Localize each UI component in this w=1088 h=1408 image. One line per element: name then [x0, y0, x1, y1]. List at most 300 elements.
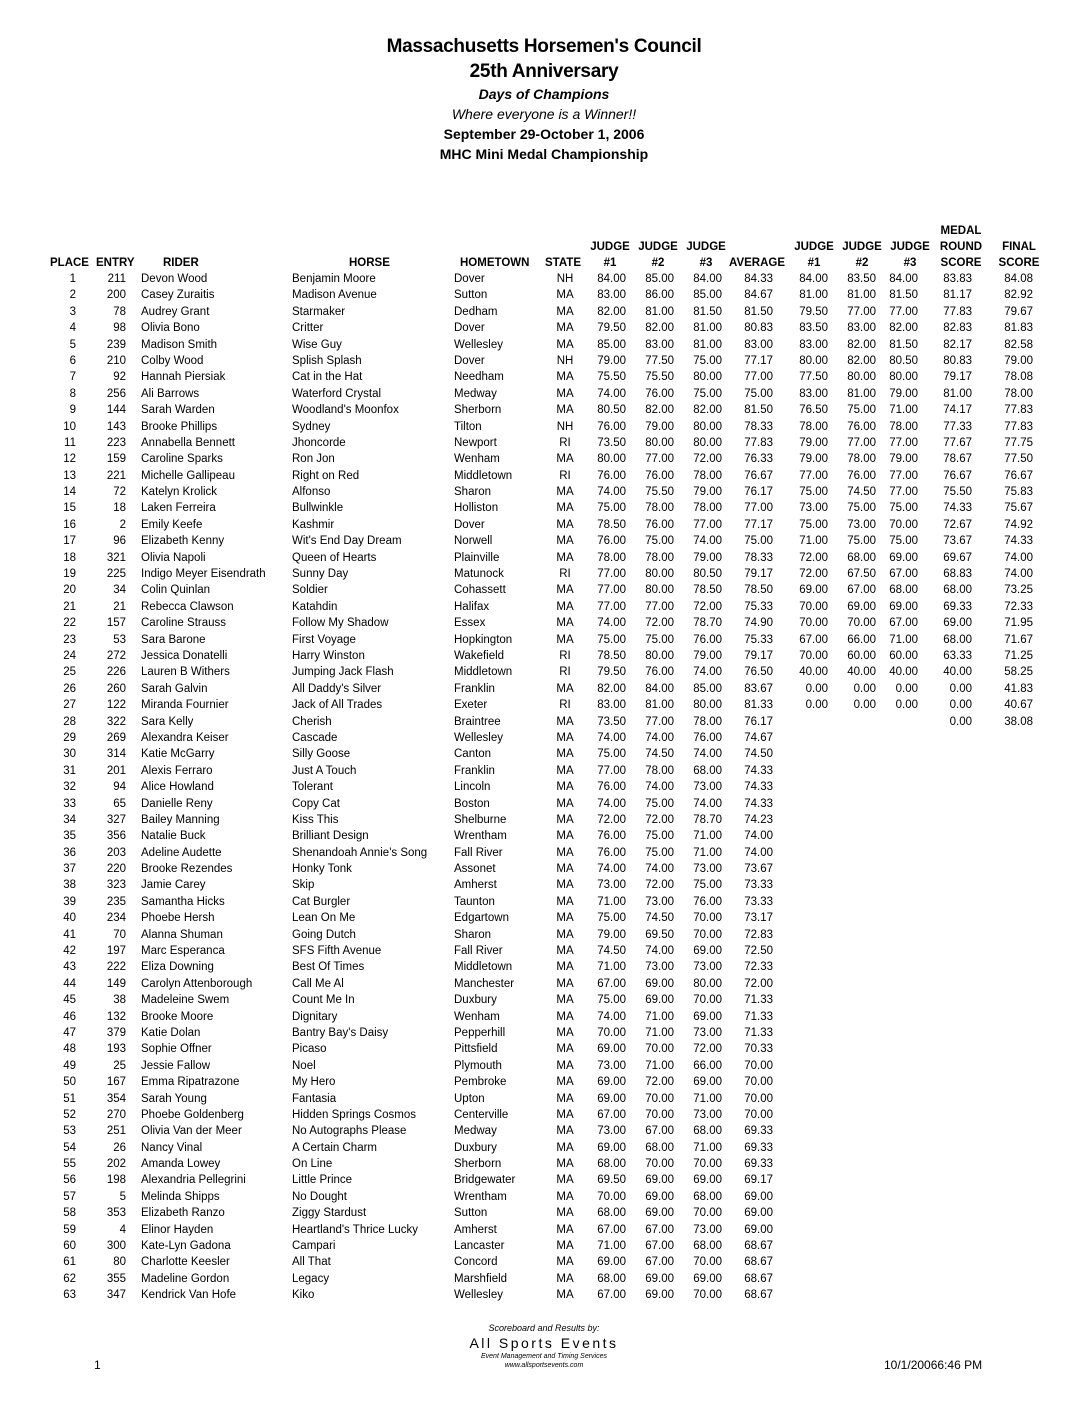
cell-medal-round-score: 77.33	[943, 420, 972, 433]
cell-judge1: 74.00	[597, 1010, 626, 1023]
cell-entry: 200	[106, 289, 126, 302]
cell-final-score: 78.08	[1004, 371, 1033, 384]
cell-judge1: 71.00	[597, 1240, 626, 1253]
cell-round-judge3: 69.00	[889, 600, 918, 613]
cell-state: MA	[556, 715, 574, 728]
table-row	[0, 1058, 1088, 1074]
cell-average: 68.67	[744, 1289, 773, 1302]
cell-final-score: 75.83	[1004, 486, 1033, 499]
cell-round-judge1: 70.00	[799, 600, 828, 613]
cell-final-score: 77.75	[1004, 436, 1033, 449]
cell-judge3: 80.00	[693, 371, 722, 384]
cell-horse: Right on Red	[292, 469, 360, 482]
cell-medal-round-score: 73.67	[943, 535, 972, 548]
cell-judge3: 75.00	[693, 387, 722, 400]
cell-rider: Katelyn Krolick	[141, 486, 218, 499]
cell-rider: Audrey Grant	[141, 305, 210, 318]
cell-place: 42	[63, 945, 76, 958]
col-round-judge-label-3: JUDGE	[890, 241, 930, 253]
cell-place: 18	[63, 551, 76, 564]
brand-tagline: Event Management and Timing Services	[481, 1353, 607, 1360]
cell-round-judge1: 40.00	[799, 666, 828, 679]
cell-horse: Brilliant Design	[292, 830, 369, 843]
cell-rider: Phoebe Goldenberg	[141, 1108, 244, 1121]
cell-state: MA	[556, 846, 574, 859]
cell-judge1: 76.00	[597, 535, 626, 548]
cell-rider: Hannah Piersiak	[141, 371, 226, 384]
cell-entry: 72	[113, 486, 126, 499]
cell-horse: SFS Fifth Avenue	[292, 945, 382, 958]
table-row	[0, 1140, 1088, 1156]
cell-judge3: 75.00	[693, 879, 722, 892]
cell-judge3: 81.00	[693, 338, 722, 351]
cell-horse: Picaso	[292, 1043, 327, 1056]
cell-hometown: Sharon	[454, 928, 492, 941]
cell-judge3: 78.00	[693, 715, 722, 728]
cell-place: 16	[63, 518, 76, 531]
cell-rider: Carolyn Attenborough	[141, 977, 253, 990]
col-round-judge-label-2: JUDGE	[842, 241, 882, 253]
cell-judge2: 75.00	[645, 846, 674, 859]
cell-entry: 197	[106, 945, 126, 958]
cell-judge3: 80.00	[693, 699, 722, 712]
cell-place: 20	[63, 584, 76, 597]
cell-judge1: 79.00	[597, 354, 626, 367]
cell-judge1: 73.00	[597, 1059, 626, 1072]
cell-state: MA	[556, 1125, 574, 1138]
cell-state: MA	[556, 895, 574, 908]
cell-state: MA	[556, 322, 574, 335]
cell-judge2: 70.00	[645, 1158, 674, 1171]
table-row	[0, 468, 1088, 484]
cell-average: 80.83	[744, 322, 773, 335]
cell-final-score: 74.92	[1004, 518, 1033, 531]
cell-average: 77.00	[744, 502, 773, 515]
cell-round-judge2: 78.00	[847, 453, 876, 466]
cell-round-judge3: 68.00	[889, 584, 918, 597]
cell-judge3: 78.50	[693, 584, 722, 597]
cell-hometown: Sutton	[454, 289, 488, 302]
cell-rider: Sara Kelly	[141, 715, 194, 728]
table-row	[0, 1222, 1088, 1238]
table-row	[0, 927, 1088, 943]
cell-medal-round-score: 72.67	[943, 518, 972, 531]
cell-place: 44	[63, 977, 76, 990]
cell-average: 70.00	[744, 1108, 773, 1121]
cell-place: 33	[63, 797, 76, 810]
cell-average: 70.00	[744, 1059, 773, 1072]
cell-horse: Kiss This	[292, 813, 339, 826]
cell-entry: 256	[106, 387, 126, 400]
class-title: MHC Mini Medal Championship	[439, 146, 649, 162]
cell-state: MA	[556, 1059, 574, 1072]
cell-average: 77.17	[744, 354, 773, 367]
cell-judge1: 72.00	[597, 813, 626, 826]
cell-judge3: 85.00	[693, 289, 722, 302]
cell-average: 74.67	[744, 731, 773, 744]
cell-judge2: 72.00	[645, 1076, 674, 1089]
cell-round-judge3: 60.00	[889, 649, 918, 662]
cell-horse: Alfonso	[292, 486, 331, 499]
cell-horse: Lean On Me	[292, 912, 356, 925]
cell-average: 77.17	[744, 518, 773, 531]
cell-state: MA	[556, 535, 574, 548]
cell-medal-round-score: 77.83	[943, 305, 972, 318]
cell-state: MA	[556, 879, 574, 892]
cell-judge2: 74.00	[645, 945, 674, 958]
cell-final-score: 41.83	[1004, 682, 1033, 695]
cell-entry: 26	[113, 1141, 126, 1154]
cell-average: 76.67	[744, 469, 773, 482]
cell-judge2: 71.00	[645, 1026, 674, 1039]
cell-state: MA	[556, 1026, 574, 1039]
cell-judge3: 68.00	[693, 764, 722, 777]
cell-place: 56	[63, 1174, 76, 1187]
table-row	[0, 533, 1088, 549]
table-row	[0, 697, 1088, 713]
cell-rider: Ali Barrows	[141, 387, 200, 400]
cell-state: MA	[556, 1289, 574, 1302]
cell-round-judge3: 77.00	[889, 436, 918, 449]
cell-entry: 53	[113, 633, 126, 646]
cell-average: 75.00	[744, 387, 773, 400]
cell-entry: 269	[106, 731, 126, 744]
cell-judge2: 84.00	[645, 682, 674, 695]
cell-round-judge2: 77.00	[847, 305, 876, 318]
cell-final-score: 71.67	[1004, 633, 1033, 646]
cell-round-judge2: 74.50	[847, 486, 876, 499]
cell-judge2: 74.50	[645, 912, 674, 925]
cell-entry: 327	[106, 813, 126, 826]
table-row	[0, 320, 1088, 336]
cell-average: 74.33	[744, 781, 773, 794]
cell-entry: 94	[113, 781, 126, 794]
cell-round-judge1: 83.50	[799, 322, 828, 335]
cell-state: MA	[556, 781, 574, 794]
cell-round-judge3: 75.00	[889, 502, 918, 515]
cell-hometown: Essex	[454, 617, 486, 630]
cell-round-judge1: 80.00	[799, 354, 828, 367]
table-row	[0, 976, 1088, 992]
cell-medal-round-score: 0.00	[949, 699, 972, 712]
cell-hometown: Dedham	[454, 305, 498, 318]
cell-rider: Caroline Sparks	[141, 453, 223, 466]
cell-place: 31	[63, 764, 76, 777]
table-row	[0, 304, 1088, 320]
cell-place: 9	[69, 404, 76, 417]
cell-medal-round-score: 77.67	[943, 436, 972, 449]
cell-average: 77.83	[744, 436, 773, 449]
cell-average: 69.00	[744, 1190, 773, 1203]
cell-state: MA	[556, 912, 574, 925]
cell-state: NH	[556, 420, 574, 433]
cell-round-judge3: 81.50	[889, 338, 918, 351]
cell-round-judge3: 77.00	[889, 486, 918, 499]
cell-entry: 25	[113, 1059, 126, 1072]
cell-judge2: 70.00	[645, 1043, 674, 1056]
cell-state: MA	[556, 1174, 574, 1187]
cell-round-judge3: 0.00	[895, 682, 918, 695]
cell-average: 83.67	[744, 682, 773, 695]
cell-average: 81.50	[744, 305, 773, 318]
cell-entry: 222	[106, 961, 126, 974]
cell-round-judge2: 77.00	[847, 436, 876, 449]
cell-average: 68.67	[744, 1256, 773, 1269]
cell-medal-round-score: 74.33	[943, 502, 972, 515]
cell-rider: Sarah Warden	[141, 404, 215, 417]
cell-round-judge2: 68.00	[847, 551, 876, 564]
cell-judge2: 70.00	[645, 1108, 674, 1121]
cell-state: MA	[556, 518, 574, 531]
cell-average: 73.33	[744, 879, 773, 892]
cell-entry: 379	[106, 1026, 126, 1039]
report-header	[0, 34, 1088, 164]
table-row	[0, 796, 1088, 812]
cell-place: 40	[63, 912, 76, 925]
cell-entry: 314	[106, 748, 126, 761]
cell-state: MA	[556, 404, 574, 417]
cell-judge1: 80.50	[597, 404, 626, 417]
cell-final-score: 84.08	[1004, 273, 1033, 285]
cell-horse: Heartland's Thrice Lucky	[292, 1223, 418, 1236]
table-row	[0, 1074, 1088, 1090]
cell-final-score: 82.92	[1004, 289, 1033, 302]
cell-judge1: 73.50	[597, 436, 626, 449]
cell-rider: Emily Keefe	[141, 518, 203, 531]
cell-judge1: 73.00	[597, 879, 626, 892]
cell-place: 15	[63, 502, 76, 515]
cell-state: MA	[556, 764, 574, 777]
cell-place: 54	[63, 1141, 76, 1154]
cell-horse: Waterford Crystal	[292, 387, 382, 400]
cell-round-judge1: 77.00	[799, 469, 828, 482]
cell-judge3: 70.00	[693, 1256, 722, 1269]
cell-hometown: Dover	[454, 273, 485, 285]
cell-entry: 270	[106, 1108, 126, 1121]
cell-judge1: 68.00	[597, 1158, 626, 1171]
cell-place: 50	[63, 1076, 76, 1089]
cell-state: MA	[556, 797, 574, 810]
cell-horse: Just A Touch	[292, 764, 357, 777]
cell-horse: Soldier	[292, 584, 328, 597]
cell-final-score: 77.50	[1004, 453, 1033, 466]
cell-horse: Follow My Shadow	[292, 617, 389, 630]
cell-entry: 18	[113, 502, 126, 515]
cell-judge3: 75.00	[693, 354, 722, 367]
cell-place: 51	[63, 1092, 76, 1105]
cell-rider: Annabella Bennett	[141, 436, 235, 449]
cell-judge3: 76.00	[693, 633, 722, 646]
cell-hometown: Wellesley	[454, 338, 503, 351]
cell-final-score: 40.67	[1004, 699, 1033, 712]
table-row	[0, 746, 1088, 762]
cell-final-score: 78.00	[1004, 387, 1033, 400]
cell-place: 52	[63, 1108, 76, 1121]
cell-rider: Phoebe Hersh	[141, 912, 215, 925]
cell-judge2: 86.00	[645, 289, 674, 302]
cell-entry: 239	[106, 338, 126, 351]
cell-state: RI	[559, 568, 571, 581]
cell-judge1: 77.00	[597, 584, 626, 597]
cell-hometown: Fall River	[454, 945, 503, 958]
cell-round-judge2: 76.00	[847, 420, 876, 433]
cell-final-score: 81.83	[1004, 322, 1033, 335]
table-row	[0, 386, 1088, 402]
cell-hometown: Matunock	[454, 568, 504, 581]
cell-judge2: 69.00	[645, 1207, 674, 1220]
cell-entry: 356	[106, 830, 126, 843]
cell-round-judge3: 79.00	[889, 387, 918, 400]
cell-final-score: 79.00	[1004, 354, 1033, 367]
cell-rider: Colby Wood	[141, 354, 204, 367]
col-round-judge-label-1: JUDGE	[794, 241, 834, 253]
table-row	[0, 845, 1088, 861]
table-row	[0, 500, 1088, 516]
cell-place: 1	[69, 273, 76, 285]
cell-rider: Olivia Van der Meer	[141, 1125, 242, 1138]
cell-horse: Cat Burgler	[292, 895, 351, 908]
cell-horse: Call Me Al	[292, 977, 344, 990]
cell-medal-round-score: 83.83	[943, 273, 972, 285]
cell-judge2: 72.00	[645, 813, 674, 826]
cell-judge3: 78.70	[693, 617, 722, 630]
cell-horse: Kiko	[292, 1289, 315, 1302]
cell-judge2: 77.50	[645, 354, 674, 367]
cell-judge1: 78.50	[597, 518, 626, 531]
cell-horse: Jhoncorde	[292, 436, 346, 449]
cell-medal-round-score: 76.67	[943, 469, 972, 482]
cell-entry: 92	[113, 371, 126, 384]
credit-line: Scoreboard and Results by:	[488, 1323, 600, 1333]
cell-place: 35	[63, 830, 76, 843]
cell-state: MA	[556, 584, 574, 597]
cell-judge1: 84.00	[597, 273, 626, 285]
cell-average: 84.67	[744, 289, 773, 302]
cell-judge1: 77.00	[597, 764, 626, 777]
event-name: Days of Champions	[478, 86, 610, 102]
cell-round-judge2: 66.00	[847, 633, 876, 646]
cell-entry: 272	[106, 649, 126, 662]
table-row	[0, 910, 1088, 926]
cell-judge2: 76.00	[645, 518, 674, 531]
table-row	[0, 419, 1088, 435]
cell-state: MA	[556, 1108, 574, 1121]
cell-judge3: 80.00	[693, 420, 722, 433]
cell-hometown: Middletown	[454, 961, 513, 974]
cell-round-judge2: 76.00	[847, 469, 876, 482]
cell-round-judge1: 75.00	[799, 486, 828, 499]
cell-horse: Copy Cat	[292, 797, 340, 810]
cell-state: RI	[559, 699, 571, 712]
cell-hometown: Bridgewater	[454, 1174, 516, 1187]
cell-average: 79.17	[744, 649, 773, 662]
cell-horse: Queen of Hearts	[292, 551, 377, 564]
cell-average: 74.00	[744, 830, 773, 843]
cell-state: NH	[556, 273, 574, 285]
table-row	[0, 1009, 1088, 1025]
cell-rider: Sara Barone	[141, 633, 206, 646]
cell-place: 38	[63, 879, 76, 892]
cell-place: 13	[63, 469, 76, 482]
table-row	[0, 451, 1088, 467]
cell-average: 73.17	[744, 912, 773, 925]
cell-round-judge1: 70.00	[799, 617, 828, 630]
cell-state: MA	[556, 1190, 574, 1203]
cell-judge2: 74.50	[645, 748, 674, 761]
cell-average: 70.33	[744, 1043, 773, 1056]
cell-final-score: 38.08	[1004, 715, 1033, 728]
cell-judge3: 69.00	[693, 1272, 722, 1285]
table-row	[0, 681, 1088, 697]
cell-judge1: 83.00	[597, 289, 626, 302]
cell-judge1: 79.00	[597, 928, 626, 941]
cell-judge1: 76.00	[597, 469, 626, 482]
cell-entry: 98	[113, 322, 126, 335]
cell-judge3: 71.00	[693, 1092, 722, 1105]
cell-horse: No Dought	[292, 1190, 347, 1203]
cell-hometown: Upton	[454, 1092, 485, 1105]
cell-final-score: 76.67	[1004, 469, 1033, 482]
col-place: PLACE	[50, 257, 89, 269]
cell-judge2: 80.00	[645, 436, 674, 449]
cell-horse: Campari	[292, 1240, 336, 1253]
cell-judge1: 69.00	[597, 1076, 626, 1089]
cell-rider: Michelle Gallipeau	[141, 469, 235, 482]
cell-hometown: Exeter	[454, 699, 488, 712]
cell-judge2: 69.00	[645, 977, 674, 990]
cell-round-judge1: 77.50	[799, 371, 828, 384]
table-row	[0, 1123, 1088, 1139]
cell-judge3: 73.00	[693, 961, 722, 974]
cell-round-judge1: 75.00	[799, 518, 828, 531]
cell-hometown: Lancaster	[454, 1240, 505, 1253]
cell-judge2: 76.00	[645, 469, 674, 482]
cell-average: 69.33	[744, 1125, 773, 1138]
cell-rider: Natalie Buck	[141, 830, 206, 843]
table-row	[0, 1189, 1088, 1205]
table-row	[0, 861, 1088, 877]
cell-judge3: 82.00	[693, 404, 722, 417]
cell-rider: Madeline Gordon	[141, 1272, 230, 1285]
cell-horse: Noel	[292, 1059, 316, 1072]
cell-average: 68.67	[744, 1240, 773, 1253]
cell-rider: Eliza Downing	[141, 961, 214, 974]
cell-judge3: 74.00	[693, 748, 722, 761]
cell-round-judge1: 83.00	[799, 338, 828, 351]
cell-horse: Tolerant	[292, 781, 333, 794]
table-row	[0, 959, 1088, 975]
cell-rider: Melinda Shipps	[141, 1190, 220, 1203]
cell-place: 63	[63, 1289, 76, 1302]
cell-rider: Olivia Bono	[141, 322, 200, 335]
cell-round-judge3: 67.00	[889, 617, 918, 630]
cell-state: MA	[556, 945, 574, 958]
cell-horse: A Certain Charm	[292, 1141, 378, 1154]
cell-judge2: 75.00	[645, 830, 674, 843]
cell-horse: Starmaker	[292, 305, 346, 318]
cell-judge3: 74.00	[693, 666, 722, 679]
cell-horse: Hidden Springs Cosmos	[292, 1108, 417, 1121]
table-row	[0, 1172, 1088, 1188]
cell-place: 11	[64, 436, 76, 449]
cell-state: MA	[556, 1092, 574, 1105]
cell-place: 57	[63, 1190, 76, 1203]
cell-judge3: 76.00	[693, 895, 722, 908]
cell-judge3: 80.00	[693, 436, 722, 449]
cell-round-judge2: 82.00	[847, 354, 876, 367]
results-table	[0, 271, 1088, 1304]
cell-final-score: 58.25	[1004, 666, 1033, 679]
